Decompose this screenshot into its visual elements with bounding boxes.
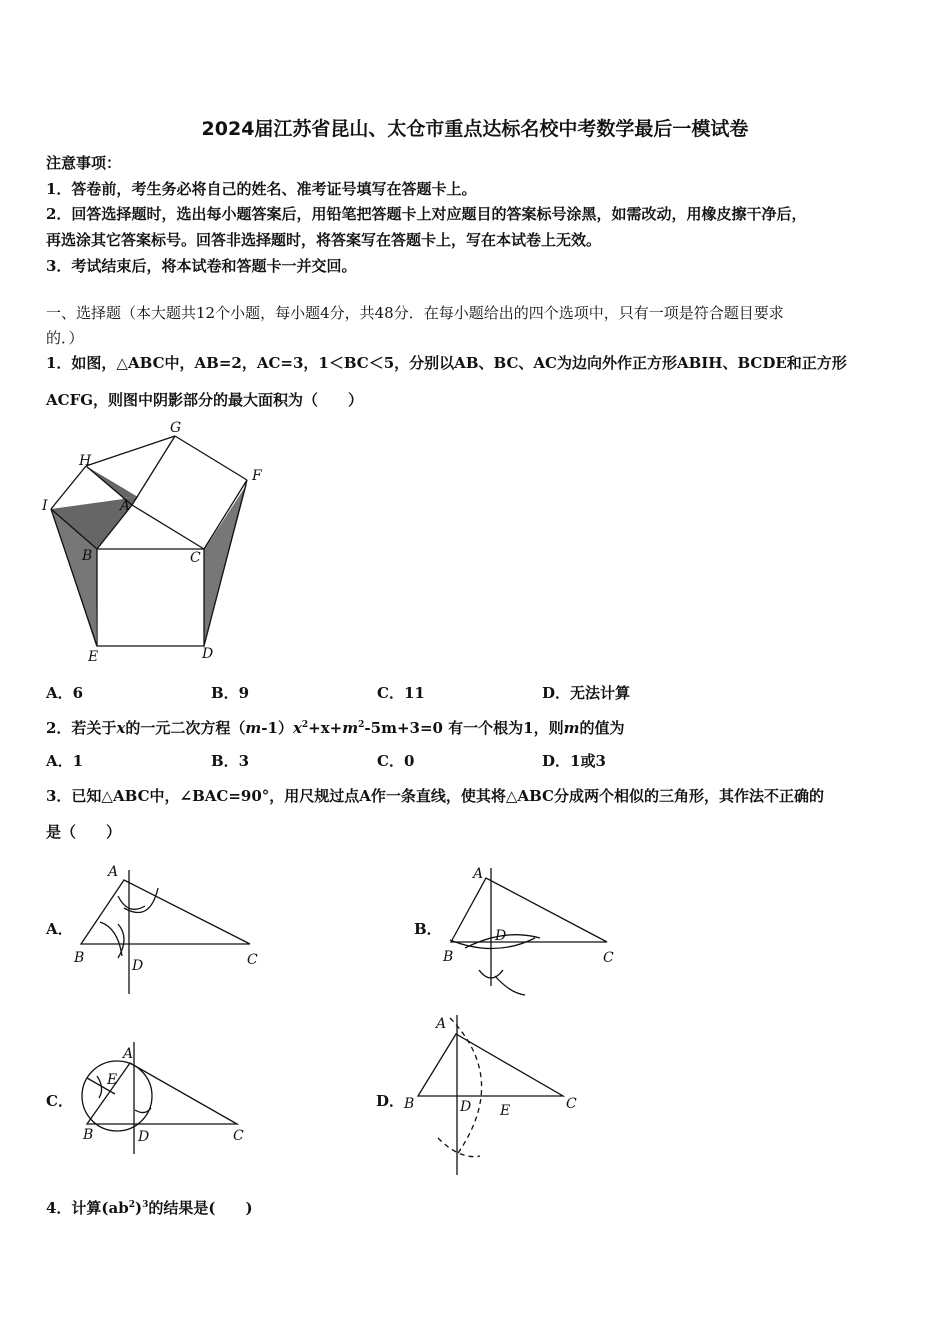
label-b: B [82,548,93,564]
q3-figure-c [75,1038,255,1158]
figc-label-a: A [123,1046,134,1062]
q3-figure-d [400,1010,590,1180]
q2-option-d[interactable]: D．1或3 [542,752,606,770]
q1-shade-top [86,466,138,498]
notice-item: 1．答卷前，考生务必将自己的姓名、准考证号填写在答题卡上。 [46,180,477,198]
figa-label-a: A [108,864,119,880]
figd-label-c: C [566,1096,577,1112]
label-i: I [42,498,48,514]
section-heading-cont: 的．） [46,329,84,347]
q4-stem: 4．计算$(ab^2)^3$的结果是( ) [46,1199,253,1217]
label-d: D [202,646,214,662]
q2-stem: 2．若关于x的一元二次方程$(m-1)x^2+x+m^2-5m+3=0$ 有一个根为1，则m的值为 [46,719,625,737]
label-a: A [120,498,131,514]
q1-stem: 1．如图，△ABC中，AB=2，AC=3，1＜BC＜5，分别以AB、BC、AC为边向外作正方形ABIH、BCDE和正方形 [46,354,847,372]
q1-option-b[interactable]: B．9 [211,684,250,702]
figd-label-b: B [404,1096,415,1112]
q3-stem-cont: 是（ ） [46,823,122,841]
figd-label-d: D [460,1099,472,1115]
label-c: C [190,550,201,566]
label-e: E [88,649,99,665]
figb-label-b: B [443,949,454,965]
q1-figure [40,418,275,668]
q3-option-d[interactable]: D． [376,1092,405,1110]
label-g: G [170,420,182,436]
q1-option-d[interactable]: D．无法计算 [542,684,631,702]
figc-label-b: B [83,1127,94,1143]
figa-label-c: C [247,952,258,968]
q1-option-a[interactable]: A．6 [46,684,84,702]
q3-option-b[interactable]: B． [414,920,442,938]
q2-option-c[interactable]: C．0 [377,752,415,770]
figd-label-e: E [500,1103,511,1119]
q1-stem-cont: ACFG，则图中阴影部分的最大面积为（ ） [46,391,364,409]
square-bcde [97,549,204,646]
section-heading: 一、选择题（本大题共12个小题，每小题4分，共48分．在每小题给出的四个选项中，只有一项是符合题目要求 [46,304,784,322]
q3-figure-b [435,858,635,998]
figb-label-a: A [473,866,484,882]
figb-label-d: D [495,928,507,944]
figd-label-a: A [436,1016,447,1032]
notice-item: 3．考试结束后，将本试卷和答题卡一并交回。 [46,257,357,275]
q3-stem: 3．已知△ABC中，∠BAC=90°，用尺规过点A作一条直线，使其将△ABC分成两个相似的三角形，其作法不正确的 [46,787,824,805]
q2-option-a[interactable]: A．1 [46,752,84,770]
q3-option-c[interactable]: C． [46,1092,73,1110]
notice-item: 2．回答选择题时，选出每小题答案后，用铅笔把答题卡上对应题目的答案标号涂黑，如需改动，用橡皮擦干净后， [46,205,807,223]
notice-heading: 注意事项： [46,154,122,172]
figc-label-d: D [138,1129,150,1145]
figc-label-e: E [107,1072,118,1088]
label-h: H [79,453,92,469]
figc-label-c: C [233,1128,244,1144]
page-title: 2024届江苏省昆山、太仓市重点达标名校中考数学最后一模试卷 [201,118,749,140]
figb-label-c: C [603,950,614,966]
q3-option-a[interactable]: A． [46,920,73,938]
q3-figure-a [70,858,270,998]
q1-option-c[interactable]: C．11 [377,684,425,702]
notice-item: 再选涂其它答案标号。回答非选择题时，将答案写在答题卡上，写在本试卷上无效。 [46,231,602,249]
label-f: F [252,468,262,484]
q2-option-b[interactable]: B．3 [211,752,250,770]
figa-label-b: B [74,950,85,966]
figa-label-d: D [132,958,144,974]
